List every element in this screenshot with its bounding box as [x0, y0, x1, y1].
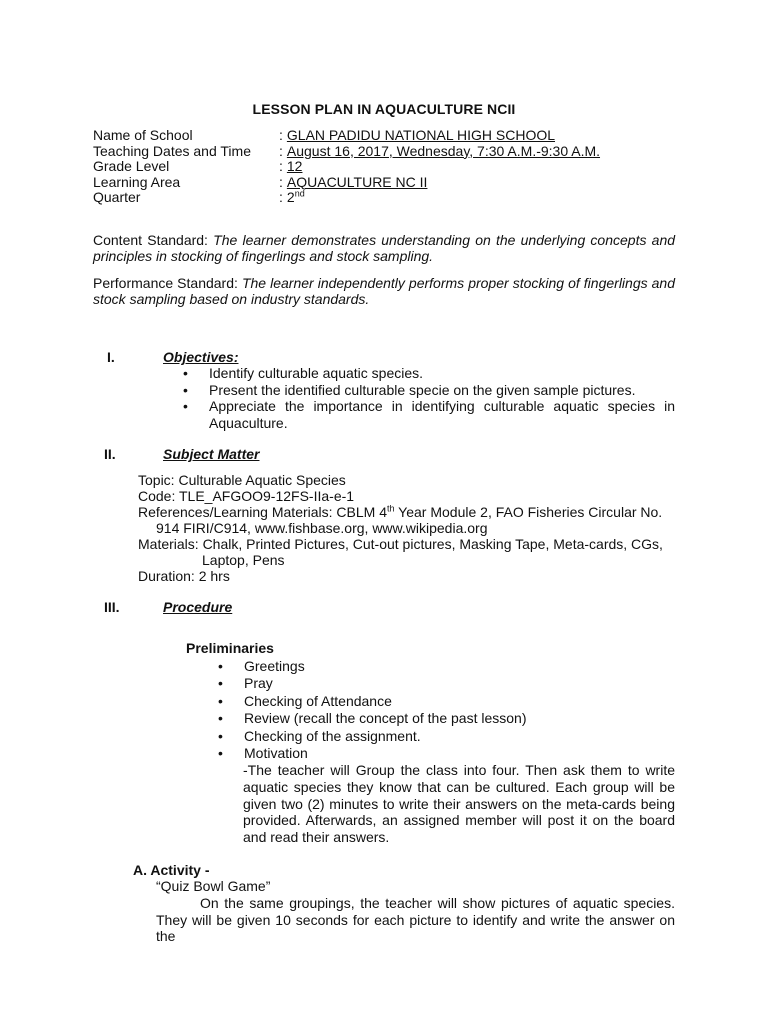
info-row — [93, 144, 600, 160]
list-item: • Checking of the assignment. — [218, 728, 675, 745]
info-label: Quarter — [93, 189, 141, 205]
list-item: • Motivation — [218, 745, 675, 762]
list-item: • Checking of Attendance — [218, 693, 675, 710]
info-value: 12 — [286, 158, 303, 174]
section-number: III. — [104, 599, 120, 615]
list-item: • Appreciate the importance in identifying culturable aquatic species in Aquaculture. — [183, 398, 675, 431]
info-label: Grade Level — [93, 158, 170, 174]
info-label: Learning Area — [93, 173, 181, 190]
activity-label: A. Activity - — [133, 862, 210, 878]
info-value: August 16, 2017, Wednesday, 7:30 A.M.-9:30 A.M. — [286, 142, 601, 159]
info-value: 2nd — [286, 188, 305, 205]
list-item: • Present the identified culturable specie on the given sample pictures. — [183, 382, 675, 399]
preliminaries-title: Preliminaries — [186, 640, 274, 656]
subject-matter-details — [138, 472, 678, 584]
motivation-text: -The teacher will Group the class into four. Then ask them to write aquatic species they know that can be cultured. Each group will be given two (2) minutes to write their answers on the meta-cards being provided. Afterwards, an assigned member will post it on the board and read their answers. — [243, 762, 675, 846]
info-colon: : — [279, 158, 283, 174]
list-item: • Greetings — [218, 658, 675, 675]
activity-text: On the same groupings, the teacher will show pictures of aquatic species. They will be given 10 seconds for each picture to identify and write the answer on the — [156, 895, 675, 944]
objectives-list — [183, 365, 675, 431]
section-title-subject-matter: Subject Matter — [163, 446, 260, 462]
info-colon: : — [279, 189, 283, 205]
performance-standard-text: The learner independently performs proper stocking of fingerlings and stock sampling based on industry standards. — [93, 275, 676, 307]
code: Code: TLE_AFGOO9-12FS-IIa-e-1 — [138, 488, 355, 504]
content-standard-text: The learner demonstrates understanding on the underlying concepts and principles in stocking of fingerlings and stock sampling. — [93, 232, 676, 264]
section-title-procedure: Procedure — [163, 599, 233, 615]
section-title-objectives: Objectives: — [163, 349, 239, 365]
info-label: Name of School — [93, 127, 193, 143]
list-item: • Review (recall the concept of the past lesson) — [218, 710, 675, 727]
references: References/Learning Materials: CBLM 4th Year Module 2, FAO Fisheries Circular No. — [138, 503, 663, 520]
page-title: LESSON PLAN IN AQUACULTURE NCII — [252, 101, 516, 117]
info-row — [93, 175, 600, 191]
info-colon: : — [279, 127, 283, 143]
materials: Materials: Chalk, Printed Pictures, Cut-out pictures, Masking Tape, Meta-cards, CGs, — [138, 536, 663, 552]
info-value: GLAN PADIDU NATIONAL HIGH SCHOOL — [286, 127, 556, 143]
materials-cont: Laptop, Pens — [202, 552, 285, 568]
performance-standard-label: Performance Standard: — [93, 275, 238, 291]
activity-game: “Quiz Bowl Game” — [156, 878, 271, 894]
preliminaries-list — [218, 658, 675, 762]
school-info — [93, 128, 600, 206]
info-row — [93, 159, 600, 175]
section-number: II. — [104, 446, 116, 462]
section-number: I. — [107, 349, 115, 365]
topic: Topic: Culturable Aquatic Species — [138, 472, 346, 488]
list-item: • Identify culturable aquatic species. — [183, 365, 675, 382]
info-row — [93, 190, 600, 206]
info-colon: : — [279, 142, 283, 159]
info-value: AQUACULTURE NC II — [286, 173, 428, 190]
info-row — [93, 128, 600, 144]
info-label: Teaching Dates and Time — [93, 142, 251, 159]
content-standard — [93, 232, 675, 264]
content-standard-label: Content Standard: — [93, 232, 208, 248]
list-item: • Pray — [218, 675, 675, 692]
performance-standard — [93, 275, 675, 307]
info-colon: : — [279, 173, 283, 190]
duration: Duration: 2 hrs — [138, 568, 230, 584]
references-cont: 914 FIRI/C914, www.fishbase.org, www.wikipedia.org — [156, 520, 488, 536]
